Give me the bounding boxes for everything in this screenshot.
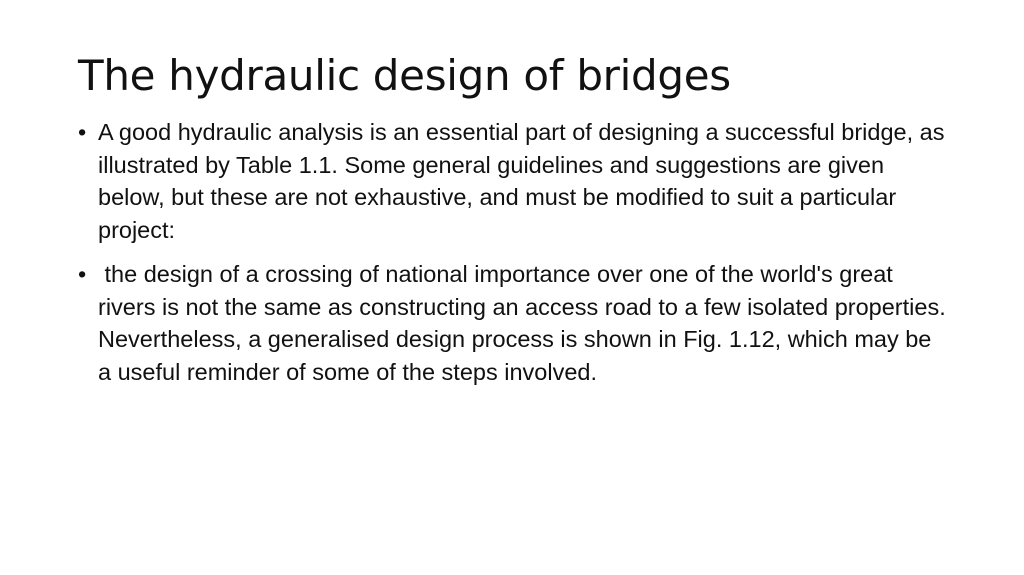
bullet-dot-icon: • [78,261,87,287]
slide-title: The hydraulic design of bridges [78,51,731,100]
bullet-text-1: A good hydraulic analysis is an essential part of designing a successful bridge, as illustrated by Table 1.1. Some general guidelines and suggestions are given below, but these are not exhaustive, and must be modified to suit a particular project: [98,119,945,243]
bullet-dot-icon: • [78,119,87,145]
bullet-list [78,116,953,400]
bullet-item-2 [78,258,953,388]
bullet-text-2: the design of a crossing of national importance over one of the world's great rivers is not the same as constructing an access road to a few isolated properties. Nevertheless, a generalised design process is shown in Fig. 1.12, which may be a useful reminder of some of the steps involved. [98,261,953,385]
bullet-item-1 [78,116,948,246]
